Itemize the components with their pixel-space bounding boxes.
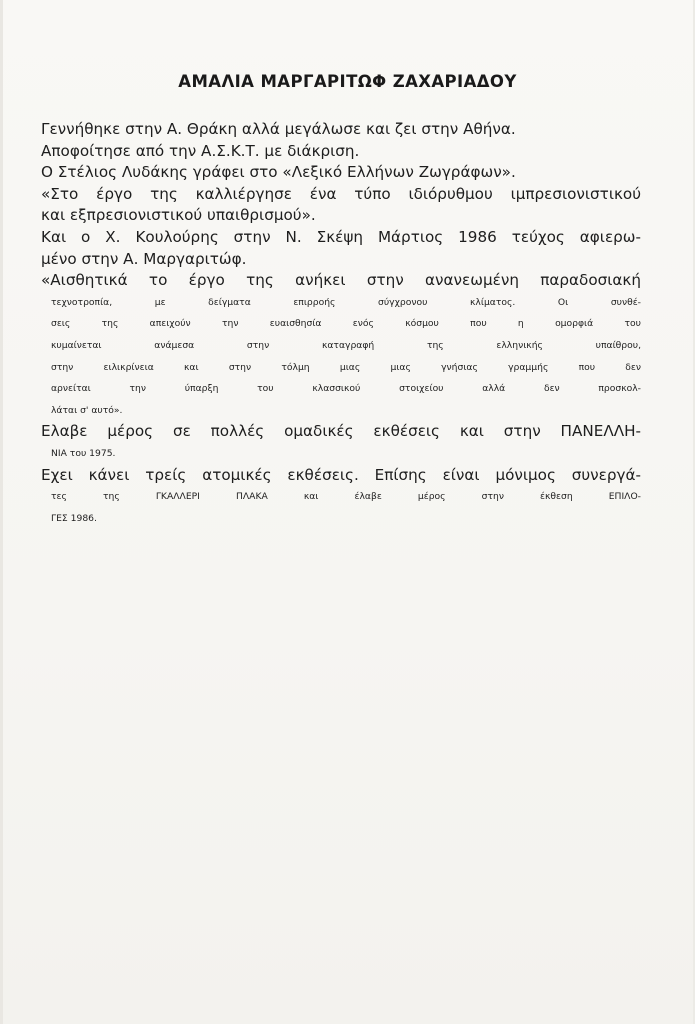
text-line-15: Ελαβε μέρος σε πολλές ομαδικές εκθέσεις και στην ΠΑΝΕΛΛΗ-: [41, 422, 641, 441]
text-line-19: ΓΕΣ 1986.: [51, 512, 97, 524]
text-line-4: «Στο έργο της καλλιέργησε ένα τύπο ιδιόρυθμου ιμπρεσιονιστικού: [41, 184, 641, 203]
page-left-edge: [0, 0, 3, 1024]
text-line-10: σεις της απειχούν την ευαισθησία ενός κόσμου που η ομορφιά του: [51, 318, 641, 330]
text-line-6: Και ο Χ. Κουλούρης στην Ν. Σκέψη Μάρτιος 1986 τεύχος αφιερω-: [41, 227, 641, 246]
text-line-18: τες της ΓΚΑΛΛΕΡΙ ΠΛΑΚΑ και έλαβε μέρος στην έκθεση ΕΠΙΛΟ-: [51, 491, 641, 503]
text-line-13: αρνείται την ύπαρξη του κλασσικού στοιχείου αλλά δεν προσκολ-: [51, 383, 641, 395]
text-line-3: Ο Στέλιος Λυδάκης γράφει στο «Λεξικό Ελλήνων Ζωγράφων».: [41, 163, 516, 182]
text-line-12: στην ειλικρίνεια και στην τόλμη μιας μιας γνήσιας γραμμής που δεν: [51, 361, 641, 373]
text-line-2: Αποφοίτησε από την Α.Σ.Κ.Τ. με διάκριση.: [41, 141, 360, 160]
text-line-8: «Αισθητικά το έργο της ανήκει στην ανανεωμένη παραδοσιακή: [41, 271, 641, 290]
text-line-11: κυμαίνεται ανάμεσα στην καταγραφή της ελληνικής υπαίθρου,: [51, 339, 641, 351]
text-line-16: ΝΙΑ του 1975.: [51, 447, 116, 459]
text-line-5: και εξπρεσιονιστικού υπαιθρισμού».: [41, 206, 316, 225]
text-line-9: τεχνοτροπία, με δείγματα επιρροής σύγχρονου κλίματος. Οι συνθέ-: [51, 296, 641, 308]
text-line-7: μένο στην Α. Μαργαριτώφ.: [41, 249, 247, 268]
text-line-1: Γεννήθηκε στην Α. Θράκη αλλά μεγάλωσε και ζει στην Αθήνα.: [41, 120, 516, 138]
text-line-14: λάται σ' αυτό».: [51, 404, 123, 416]
page-title: ΑΜΑΛΙΑ ΜΑΡΓΑΡΙΤΩΦ ΖΑΧΑΡΙΑΔΟΥ: [178, 72, 517, 91]
biography-text: [41, 119, 641, 529]
text-line-17: Εχει κάνει τρείς ατομικές εκθέσεις. Επίσης είναι μόνιμος συνεργά-: [41, 465, 641, 484]
